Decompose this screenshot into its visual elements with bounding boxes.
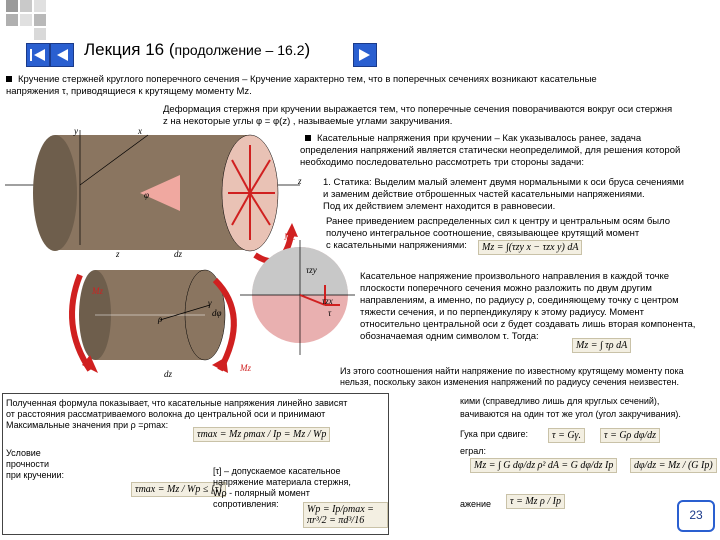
overlay-text: Полученная формула показывает, что касательные напряжения линейно зависят от расстояния рассматриваемого волокна до центральной оси и принимают Максимальные значения при ρ =ρmax:: [6, 398, 348, 430]
phi-label: φ: [144, 190, 149, 200]
formula-tau-rho: τ = Gρ dφ/dz: [600, 428, 660, 443]
dz-label-bottom: dz: [164, 369, 173, 379]
nav-next-button[interactable]: [353, 43, 377, 67]
page-number: 23: [689, 508, 703, 522]
formula-final-tau: τ = Mz ρ / Ip: [506, 494, 565, 509]
deco-square: [34, 0, 46, 12]
deformation-text: Деформация стержня при кручении выражается тем, что поперечные сечения поворачиваются вокруг оси стержня z на некоторые углы φ = φ(z) , называемые углами закручивания.: [163, 104, 673, 127]
formula-wp: Wp = Ip/ρmax = πr³/2 = πd³/16: [303, 502, 388, 528]
arbitrary-text: Касательное напряжение произвольного направления в каждой точке плоскости поперечного сечения можно разложить по двум другим направлениям, а именно, по радиусу ρ, соединяющему точку с центром тяжести сечения, и по перпендикуляру к этому радиусу. Момент относительно центральной оси z будет создавать лишь вторая компонента, обозначаемая одним символом τ. Тогда:: [360, 271, 696, 342]
deco-square: [34, 14, 46, 26]
tangential-text: Касательные напряжения при кручении – Как указывалось ранее, задача определения напряжений является статически неопределимой, для решения которой необходимо последовательно рассмотреть три стороны задачи:: [300, 133, 681, 168]
dphi-label: dφ: [212, 308, 222, 318]
statics-text: 1. Статика: Выделим малый элемент двумя нормальными к оси бруса сечениями и заменим действие отброшенных частей касательными напряжениями. Под их действием элемент находится в равновесии.: [323, 177, 684, 212]
arrow-left-icon: [51, 44, 73, 66]
dz-label: dz: [174, 249, 183, 259]
intro-text: Кручение стержней круглого поперечного сечения – Кручение характерно тем, что в поперечных сечениях возникают касательные напряжения τ, приводящиеся к крутящему моменту Mz.: [6, 74, 597, 97]
strength-condition-label: Условие прочности при кручении:: [6, 448, 64, 480]
axis-z-label: z: [298, 176, 302, 186]
formula-mz-integral: Mz = ∫(τzy x − τzx y) dA: [478, 240, 582, 255]
deco-square: [6, 14, 18, 26]
mz-label-bottom: Mz: [240, 363, 251, 373]
arrow-right-icon: [354, 44, 376, 66]
skip-back-icon: [27, 44, 49, 66]
deco-square: [20, 0, 32, 12]
rho-label: ρ: [158, 314, 163, 324]
tau-zx-label: τzx: [322, 296, 333, 306]
nav-prev-button[interactable]: [50, 43, 74, 67]
integral-text: Ранее приведением распределенных сил к центру и центральным осям было получено интегральное соотношение, связывающее крутящий момент с касательными напряжениями:: [326, 216, 671, 251]
formula-mz-rho: Mz = ∫ τρ dA: [572, 338, 631, 353]
overlay-panel: [2, 393, 389, 535]
partial-text-2: вачиваются на один тот же угол (угол закручивания).: [460, 409, 681, 419]
cannot-text: Из этого соотношения найти напряжение по известному крутящему моменту пока нельзя, поскольку закон изменения напряжений по радиусу сечения неизвестен.: [340, 366, 684, 387]
partial-text-5: ажение: [460, 499, 492, 509]
z-label-lower: z: [116, 249, 120, 259]
page-title: Лекция 16 (продолжение – 16.2): [84, 40, 311, 59]
mz-label-left: Mz: [92, 286, 103, 296]
cylinder-left-end: [33, 135, 77, 251]
deco-square: [6, 0, 18, 12]
formula-tau-max: τmax = Mz ρmax / Ip = Mz / Wp: [193, 427, 330, 442]
tau-zy-label: τzy: [306, 265, 317, 275]
gamma-label: γ: [208, 298, 212, 308]
deco-square: [20, 14, 32, 26]
partial-text-4: еграл:: [460, 446, 487, 456]
page-number-badge: [677, 500, 715, 532]
partial-text-3: Гука при сдвиге:: [460, 429, 528, 439]
mz-label-top: Mz: [284, 232, 295, 242]
axis-y-label: y: [74, 126, 78, 136]
partial-text-1: кими (справедливо лишь для круглых сечений),: [460, 396, 660, 406]
formula-dphi: dφ/dz = Mz / (G Ip): [630, 458, 717, 473]
formula-mz-g: Mz = ∫ G dφ/dz ρ² dA = G dφ/dz Ip: [470, 458, 617, 473]
allowable-text: [τ] – допускаемое касательное напряжение материала стержня, Wρ - полярный момент сопротивления:: [213, 466, 351, 509]
formula-hooke: τ = Gγ.: [548, 428, 585, 443]
axis-x-label: x: [138, 126, 142, 136]
bullet-icon: [6, 76, 12, 82]
nav-first-button[interactable]: [26, 43, 50, 67]
tau-label: τ: [328, 308, 332, 318]
formula-strength: τmax = Mz / Wp ≤ [τ]: [131, 482, 226, 497]
deco-square: [34, 28, 46, 40]
